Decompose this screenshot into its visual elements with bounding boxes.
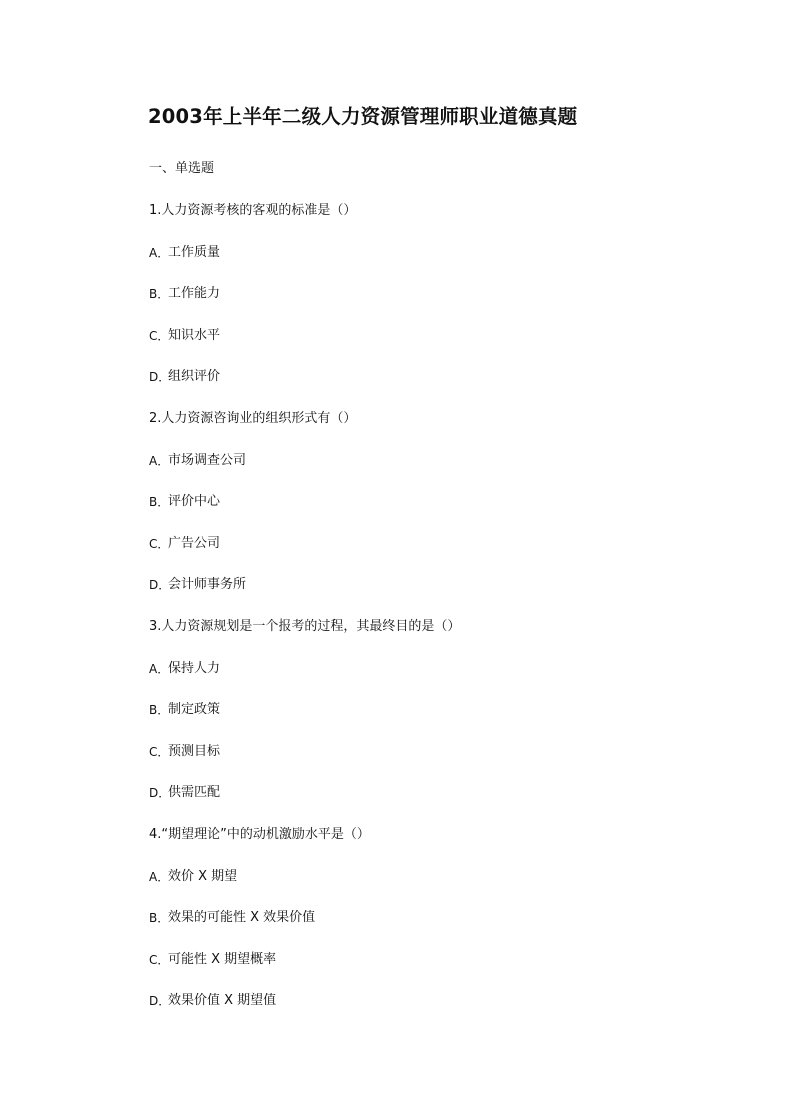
option-letter: D．: [149, 370, 171, 385]
question-stem: 3.人力资源规划是一个报考的过程，其最终目的是（）: [149, 618, 461, 634]
question-stem: 1.人力资源考核的客观的标准是（）: [149, 203, 357, 218]
option-d: [149, 367, 749, 409]
option-d: [149, 575, 749, 617]
option-letter: A．: [149, 453, 170, 468]
option-letter: B．: [149, 287, 170, 302]
option-d: [149, 783, 749, 825]
option-text: 保持人力: [168, 660, 221, 676]
section-heading: 一、单选题: [149, 161, 215, 176]
option-text: 组织评价: [168, 369, 221, 385]
question-list: [149, 201, 749, 1033]
option-b: [149, 284, 749, 326]
question-stem: 4.“期望理论”中的动机激励水平是（）: [149, 826, 370, 842]
option-text: 知识水平: [168, 327, 221, 343]
option-text: 市场调查公司: [168, 452, 247, 468]
option-text: 效果的可能性 X 效果价值: [168, 910, 316, 926]
question-stem: 2.人力资源咨询业的组织形式有（）: [149, 410, 357, 426]
option-c: [149, 950, 749, 992]
option-b: [149, 908, 749, 950]
option-letter: D．: [149, 994, 171, 1009]
option-letter: B．: [149, 703, 170, 718]
option-text: 供需匹配: [168, 785, 221, 801]
option-text: 预测目标: [168, 743, 221, 759]
question-4: [149, 825, 749, 1033]
option-letter: A．: [149, 869, 170, 884]
option-c: [149, 326, 749, 368]
option-letter: B．: [149, 495, 170, 510]
option-letter: C．: [149, 536, 170, 551]
option-letter: C．: [149, 952, 170, 967]
option-b: [149, 492, 749, 534]
option-d: [149, 991, 749, 1033]
option-text: 效果价值 X 期望值: [168, 993, 277, 1009]
option-a: [149, 659, 749, 701]
option-text: 会计师事务所: [168, 577, 247, 593]
option-letter: D．: [149, 578, 171, 593]
option-letter: C．: [149, 328, 170, 343]
option-text: 制定政策: [168, 702, 221, 718]
option-c: [149, 534, 749, 576]
option-text: 工作能力: [168, 286, 221, 302]
document-title: 2003年上半年二级人力资源管理师职业道德真题: [148, 105, 578, 128]
option-a: [149, 867, 749, 909]
option-text: 评价中心: [168, 494, 221, 510]
option-letter: A．: [149, 661, 170, 676]
option-letter: C．: [149, 744, 170, 759]
option-a: [149, 451, 749, 493]
option-b: [149, 700, 749, 742]
option-text: 效价 X 期望: [168, 868, 238, 884]
question-3: [149, 617, 749, 825]
question-1: [149, 201, 749, 409]
option-text: 广告公司: [168, 535, 221, 551]
option-c: [149, 742, 749, 784]
option-letter: A．: [149, 245, 170, 260]
question-2: [149, 409, 749, 617]
option-letter: B．: [149, 911, 170, 926]
option-text: 工作质量: [168, 244, 221, 260]
option-text: 可能性 X 期望概率: [168, 951, 277, 967]
option-a: [149, 243, 749, 285]
option-letter: D．: [149, 786, 171, 801]
